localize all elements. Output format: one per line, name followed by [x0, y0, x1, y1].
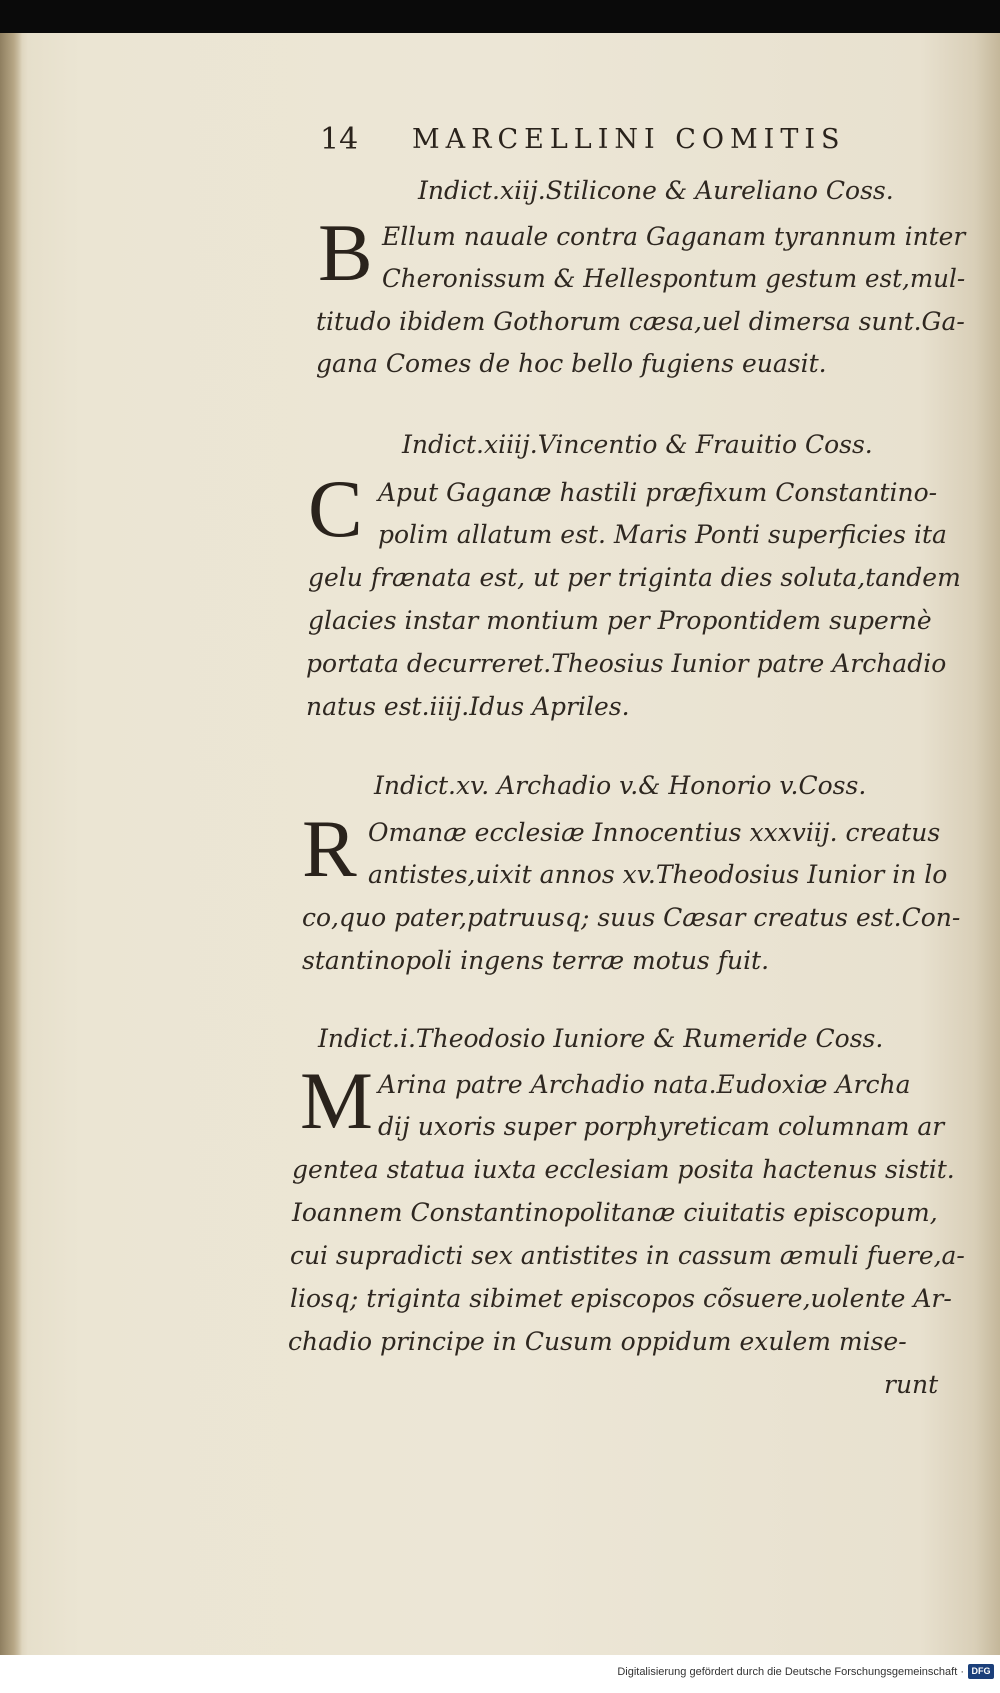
text-line: gentea statua iuxta ecclesiam posita hactenus sistit. — [292, 1155, 955, 1184]
text-line: gana Comes de hoc bello fugiens euasit. — [316, 349, 827, 378]
footer-bar — [0, 1655, 1000, 1693]
entry-heading: Indict.xiij.Stilicone & Aureliano Coss. — [418, 176, 894, 205]
entry-heading: Indict.xiiij.Vincentio & Frauitio Coss. — [402, 430, 873, 459]
text-line: antistes,uixit annos xv.Theodosius Iunior in lo — [368, 860, 948, 889]
drop-initial: R — [302, 803, 357, 894]
text-line: Aput Gaganæ hastili præfixum Constantino- — [378, 478, 938, 507]
entry-heading: Indict.xv. Archadio v.& Honorio v.Coss. — [374, 771, 867, 800]
text-line: liosq; triginta sibimet episcopos cõsuere,uolente Ar- — [290, 1284, 952, 1313]
page-spine-shadow — [0, 33, 22, 1655]
text-line: gelu frænata est, ut per triginta dies soluta,tandem — [308, 563, 961, 592]
text-line: dij uxoris super porphyreticam columnam ar — [378, 1112, 945, 1141]
catchword: runt — [884, 1370, 939, 1399]
drop-initial: M — [300, 1055, 373, 1146]
text-line: stantinopoli ingens terræ motus fuit. — [302, 946, 770, 975]
text-line: chadio principe in Cusum oppidum exulem mise- — [288, 1327, 907, 1356]
text-line: titudo ibidem Gothorum cæsa,uel dimersa sunt.Ga- — [316, 307, 965, 336]
scan-frame-top — [0, 0, 1000, 33]
page-header — [320, 122, 920, 162]
dfg-logo: DFG — [968, 1664, 994, 1679]
text-line: Ioannem Constantinopolitanæ ciuitatis episcopum, — [292, 1198, 938, 1227]
text-line: Cheronissum & Hellespontum gestum est,mul- — [382, 264, 966, 293]
drop-initial: C — [308, 463, 363, 554]
text-line: Omanæ ecclesiæ Innocentius xxxviij. creatus — [368, 818, 941, 847]
text-line: natus est.iiij.Idus Apriles. — [306, 692, 630, 721]
text-line: cui supradicti sex antistites in cassum æmuli fuere,a- — [290, 1241, 965, 1270]
running-head: MARCELLINI COMITIS — [412, 124, 846, 155]
text-line: co,quo pater,patruusq; suus Cæsar creatus est.Con- — [302, 903, 961, 932]
digitization-credit: Digitalisierung gefördert durch die Deutsche Forschungsgemeinschaft · — [617, 1666, 964, 1678]
text-line: glacies instar montium per Propontidem supernè — [308, 606, 932, 635]
text-line: portata decurreret.Theosius Iunior patre Archadio — [306, 649, 947, 678]
drop-initial: B — [318, 207, 373, 298]
text-line: Ellum nauale contra Gaganam tyrannum inter — [382, 222, 966, 251]
entry-heading: Indict.i.Theodosio Iuniore & Rumeride Coss. — [318, 1024, 884, 1053]
page-number: 14 — [320, 122, 359, 157]
text-line: Arina patre Archadio nata.Eudoxiæ Archa — [378, 1070, 911, 1099]
text-line: polim allatum est. Maris Ponti superficies ita — [378, 520, 947, 549]
